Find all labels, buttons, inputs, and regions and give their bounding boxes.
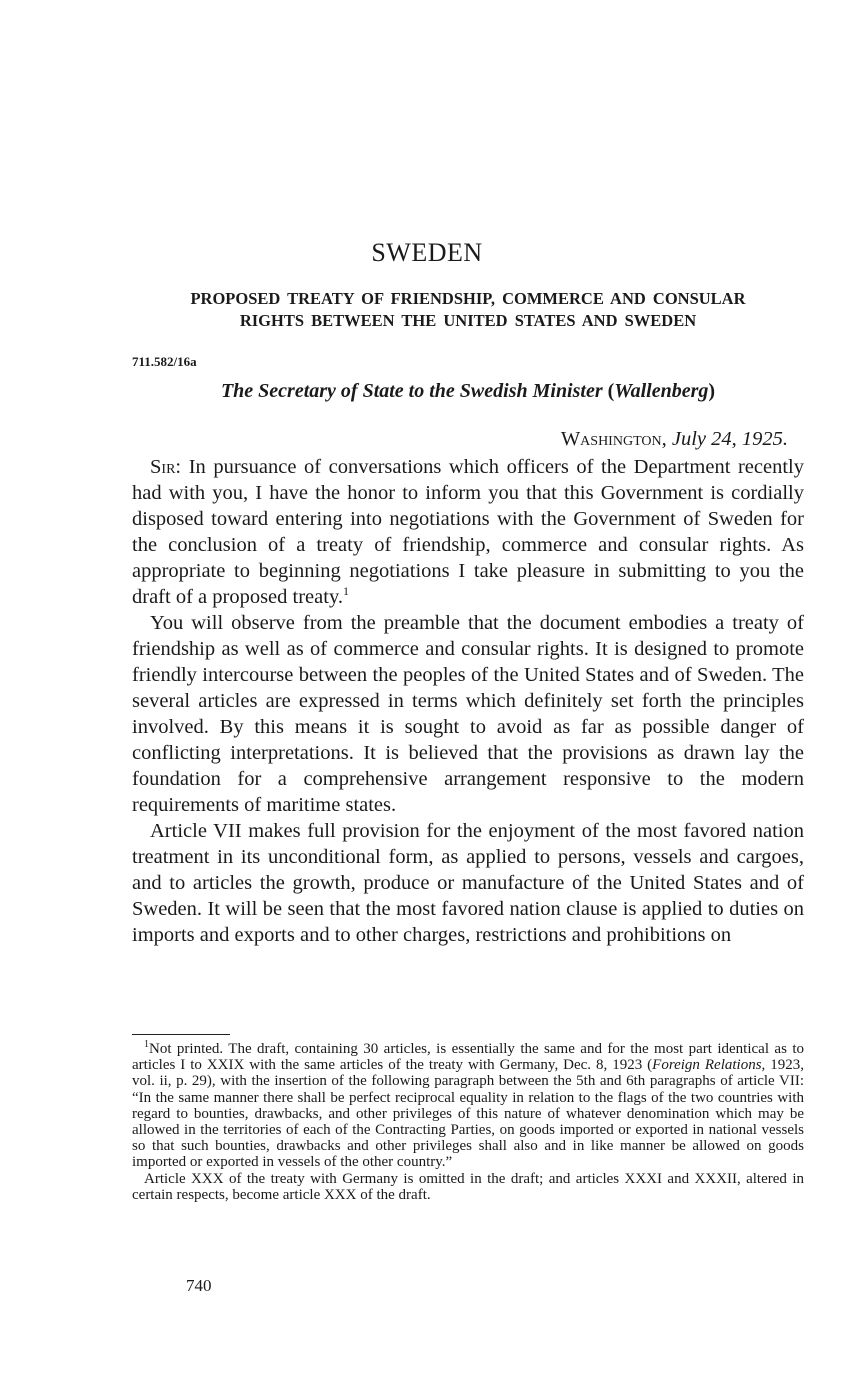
paragraph-2: You will observe from the preamble that the document embodies a treaty of friendship as well as of commerce and consular rights. It is designed to promote friendly intercourse between the peoples of the United States and of Sweden. The several articles are expressed in terms which definitely set forth the principles involved. By this means it is sought to avoid as far as possible danger of conflicting interpretations. It is believed that the provisions as drawn lay the foundation for a comprehensive arrangement responsive to the modern requirements of maritime states.: [132, 612, 804, 816]
footnote-1: [132, 1041, 804, 1171]
file-number: 711.582/16a: [132, 354, 197, 369]
footnote-1-text-b: 1923, vol. ii, p. 29), with the insertion of the following paragraph between the 5th and 6th paragraphs of article VII: “In the same manner there shall be perfect reciprocal equality in relation to the flags of the two countries with regard to bounties, drawbacks, and other privileges of this nature of whatever denomination which may be allowed in the territories of each of the Contracting Parties, on goods imported or exported in national vessels so that such bounties, drawbacks and other privileges shall also and in like manner be allowed on goods imported or exported in vessels of the other country.”: [132, 1057, 804, 1171]
heading-text: The Secretary of State to the Swedish Minister: [220, 380, 603, 402]
page-number: 740: [186, 1276, 212, 1295]
subject-line-2: RIGHTS BETWEEN THE UNITED STATES AND SWEDEN: [239, 311, 697, 330]
heading-name: Wallenberg: [614, 380, 709, 402]
document-heading: [132, 380, 804, 403]
heading-paren-close: ): [708, 380, 716, 402]
paragraph-1: [132, 454, 804, 610]
dateline-place: Washington,: [560, 428, 667, 450]
subject-line-1: PROPOSED TREATY OF FRIENDSHIP, COMMERCE AND CONSULAR: [190, 289, 746, 308]
footnote-1-italic: Foreign Relations,: [652, 1057, 766, 1074]
salutation: Sir:: [150, 456, 182, 478]
footnote-rule: [132, 1034, 230, 1035]
footnote-1-number: 1: [144, 1039, 149, 1050]
paragraph-3: Article VII makes full provision for the enjoyment of the most favored nation treatment in its unconditional form, as applied to persons, vessels and cargoes, and to articles the growth, produce or manufacture of the United States and of Sweden. It will be seen that the most favored nation clause is applied to duties on imports and exports and to other charges, restrictions and prohibitions on: [132, 820, 804, 946]
footnote-1-text-a: Not printed. The draft, containing 30 articles, is essentially the same and for the most part identical as to articles I to XXIX with the same articles of the treaty with Germany, Dec. 8, 1923 (: [132, 1041, 804, 1074]
heading-paren-open: (: [607, 380, 615, 402]
paragraph-1-text: In pursuance of conversations which officers of the Department recently had with you, I have the honor to inform you that this Government is cordially disposed toward entering into negotiations with the Government of Sweden for the conclusion of a treaty of friendship, commerce and consular rights. As appropriate to beginning negotiations I take pleasure in submitting to you the draft of a proposed treaty.: [132, 456, 804, 608]
footnote-reference: 1: [343, 584, 349, 599]
country-heading: SWEDEN: [371, 238, 483, 267]
dateline-date: July 24, 1925.: [671, 428, 788, 450]
subject-title: [132, 288, 804, 332]
footnotes: [132, 1041, 804, 1203]
footnote-1-continuation: Article XXX of the treaty with Germany is omitted in the draft; and articles XXXI and XXXII, altered in certain respects, become article XXX of the draft.: [132, 1170, 804, 1203]
dateline: [561, 428, 788, 451]
letter-body: [132, 454, 804, 948]
